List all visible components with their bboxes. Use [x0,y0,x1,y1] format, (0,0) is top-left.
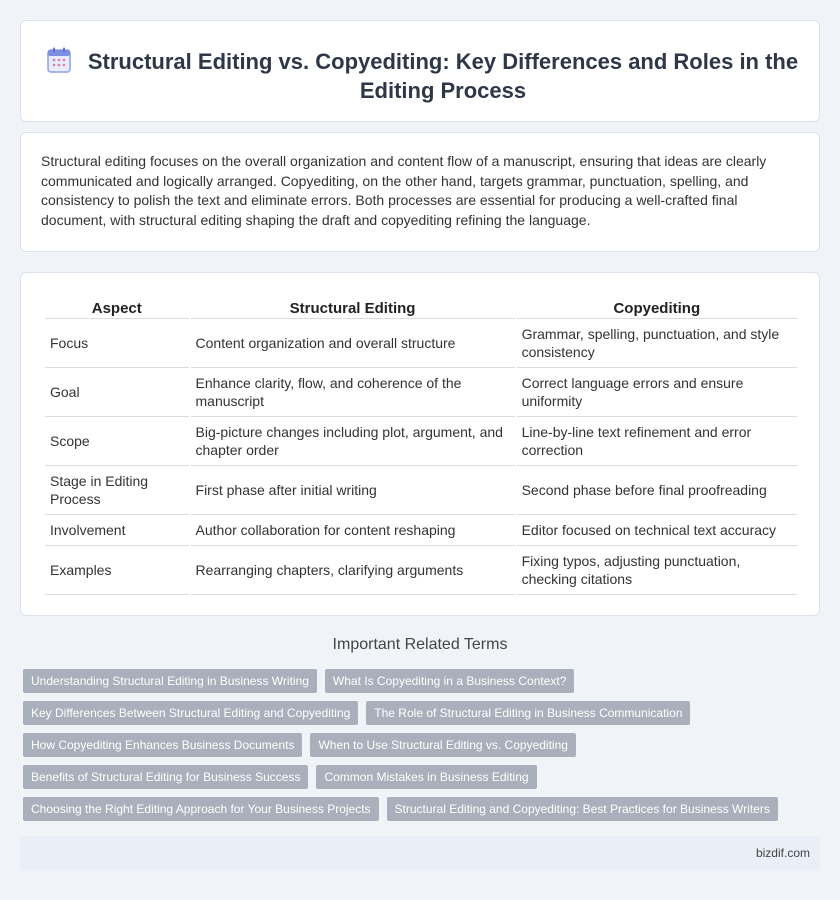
aspect-cell: Involvement [45,515,189,546]
table-header-row [45,295,797,319]
comparison-table [43,295,799,595]
copyediting-cell: Second phase before final proofreading [517,466,797,515]
page-title: Structural Editing vs. Copyediting: Key Differences and Roles in the Editing Process [87,49,799,103]
site-link[interactable]: bizdif.com [755,846,810,860]
intro-card [20,132,820,252]
table-row [45,417,797,466]
related-terms-title: Important Related Terms [332,636,508,653]
aspect-cell: Scope [45,417,189,466]
copyediting-cell: Grammar, spelling, punctuation, and style consistency [517,319,797,368]
table-row [45,546,797,595]
structural-cell: Big-picture changes including plot, argument, and chapter order [191,417,515,466]
comparison-card [20,272,820,616]
copyediting-cell: Editor focused on technical text accuracy [517,515,797,546]
aspect-cell: Examples [45,546,189,595]
header-aspect: Aspect [45,295,189,319]
related-term-tag[interactable]: Understanding Structural Editing in Business Writing [23,669,317,693]
table-row [45,319,797,368]
table-row [45,368,797,417]
aspect-cell: Stage in Editing Process [45,466,189,515]
structural-cell: Enhance clarity, flow, and coherence of the manuscript [191,368,515,417]
related-term-tag[interactable]: Common Mistakes in Business Editing [316,765,536,789]
footer [20,836,820,870]
copyediting-cell: Fixing typos, adjusting punctuation, checking citations [517,546,797,595]
intro-paragraph: Structural editing focuses on the overall organization and content flow of a manuscript, ensuring that ideas are clearly communicated and logically arranged. Copyediting, on the other hand, targets grammar, punctuation, spelling, and consistency to polish the text and eliminate errors. Both processes are essential for producing a well-crafted final document, with structural editing shaping the draft and copyediting refining the language. [41,153,767,228]
structural-cell: Rearranging chapters, clarifying arguments [191,546,515,595]
related-term-tag[interactable]: Structural Editing and Copyediting: Best Practices for Business Writers [387,797,778,821]
related-term-tag[interactable]: Choosing the Right Editing Approach for Your Business Projects [23,797,379,821]
tag-row [23,797,813,821]
related-term-tag[interactable]: The Role of Structural Editing in Business Communication [366,701,690,725]
related-term-tag[interactable]: How Copyediting Enhances Business Documents [23,733,302,757]
related-term-tag[interactable]: Benefits of Structural Editing for Business Success [23,765,308,789]
tag-row [23,765,813,789]
aspect-cell: Focus [45,319,189,368]
copyediting-cell: Correct language errors and ensure uniformity [517,368,797,417]
header-structural-editing: Structural Editing [191,295,515,319]
structural-cell: Content organization and overall structure [191,319,515,368]
calendar-icon [47,47,71,73]
related-term-tag[interactable]: What Is Copyediting in a Business Context? [325,669,574,693]
header-card [20,20,820,122]
tag-row [23,669,813,693]
tag-row [23,701,813,725]
related-terms-list [23,669,813,829]
tag-row [23,733,813,757]
aspect-cell: Goal [45,368,189,417]
related-term-tag[interactable]: Key Differences Between Structural Editing and Copyediting [23,701,358,725]
copyediting-cell: Line-by-line text refinement and error correction [517,417,797,466]
table-row [45,515,797,546]
table-row [45,466,797,515]
structural-cell: First phase after initial writing [191,466,515,515]
structural-cell: Author collaboration for content reshaping [191,515,515,546]
related-term-tag[interactable]: When to Use Structural Editing vs. Copyediting [310,733,575,757]
header-copyediting: Copyediting [517,295,797,319]
